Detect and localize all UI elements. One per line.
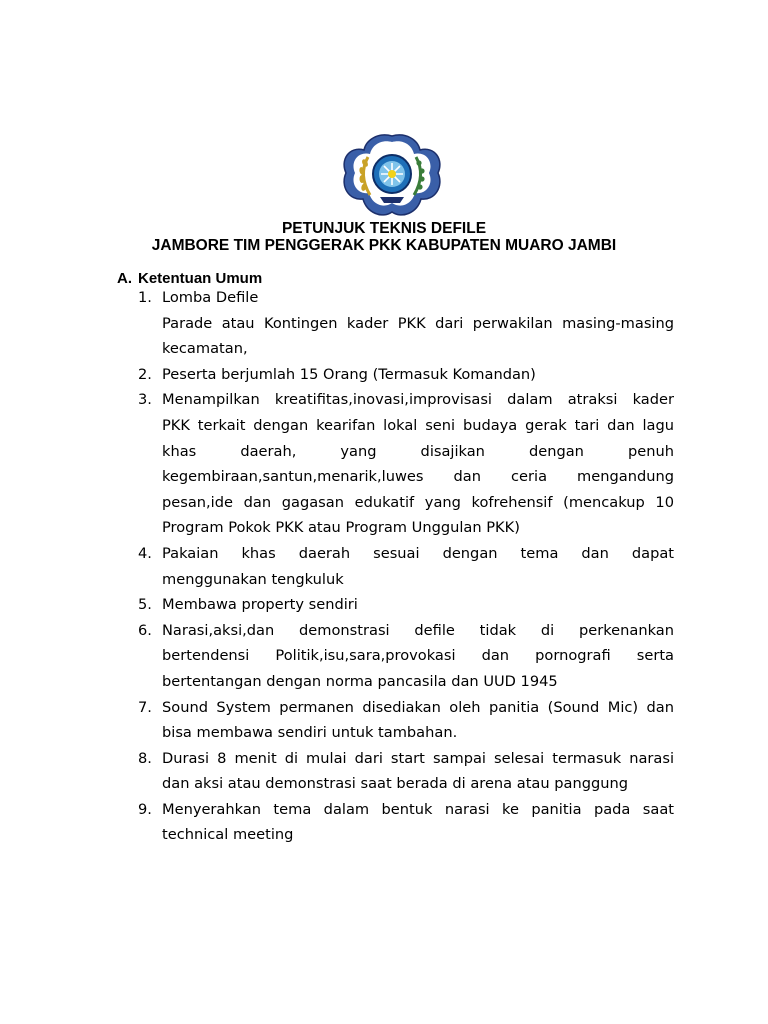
list-item-text-line: Narasi,aksi,dan demonstrasi defile tidak di perkenankan bbox=[162, 621, 674, 639]
list-item bbox=[138, 285, 674, 362]
list-item-text-line: kegembiraan,santun,menarik,luwes dan ceria mengandung bbox=[162, 468, 674, 486]
list-item-text-line: Pakaian khas daerah sesuai dengan tema dan dapat bbox=[162, 544, 674, 562]
list-item-number: 5. bbox=[138, 596, 152, 614]
list-item-text-line: bertendensi Politik,isu,sara,provokasi dan pornografi serta bbox=[162, 647, 674, 665]
list-item bbox=[138, 387, 674, 541]
list-item-text-line: khas daerah, yang disajikan dengan penuh bbox=[162, 442, 674, 460]
section-title: Ketentuan Umum bbox=[138, 270, 263, 287]
list-item-text-line: technical meeting bbox=[162, 826, 294, 844]
document-subtitle: JAMBORE TIM PENGGERAK PKK KABUPATEN MUARO JAMBI bbox=[151, 237, 617, 254]
list-item-number: 1. bbox=[138, 289, 152, 306]
list-item-number: 9. bbox=[138, 800, 152, 818]
list-item-number: 4. bbox=[138, 544, 152, 562]
list-item-text-line: Membawa property sendiri bbox=[162, 596, 358, 614]
list-item bbox=[138, 746, 674, 797]
list-item-text-line: pesan,ide dan gagasan edukatif yang kofrehensif (mencakup 10 bbox=[162, 493, 674, 511]
list-item-text-line: Lomba Defile bbox=[162, 289, 259, 306]
list-item-text-line: PKK terkait dengan kearifan lokal seni budaya gerak tari dan lagu bbox=[162, 416, 674, 434]
list-item bbox=[138, 541, 674, 592]
list-item-text-line: Menampilkan kreatifitas,inovasi,improvisasi dalam atraksi kader bbox=[162, 391, 674, 409]
list-item-text-line: bisa membawa sendiri untuk tambahan. bbox=[162, 724, 458, 742]
list-item-number: 8. bbox=[138, 749, 152, 767]
list-item-number: 6. bbox=[138, 621, 152, 639]
list-item-number: 7. bbox=[138, 698, 152, 716]
list-item bbox=[138, 618, 674, 695]
pkk-logo bbox=[340, 133, 444, 217]
list-item-text-line: Peserta berjumlah 15 Orang (Termasuk Komandan) bbox=[162, 365, 536, 383]
list-item bbox=[138, 695, 674, 746]
document-title-block bbox=[0, 220, 768, 254]
list-item-text-line: Parade atau Kontingen kader PKK dari perwakilan masing-masing bbox=[162, 314, 674, 332]
list-item bbox=[138, 592, 674, 618]
list-item bbox=[138, 362, 674, 388]
list-item-text-line: Durasi 8 menit di mulai dari start sampai selesai termasuk narasi bbox=[162, 749, 674, 767]
list-item-text-line: Sound System permanen disediakan oleh panitia (Sound Mic) dan bbox=[162, 698, 674, 716]
list-item-text-line: menggunakan tengkuluk bbox=[162, 570, 344, 588]
section-letter: A. bbox=[117, 270, 132, 287]
list-item-text-line: Program Pokok PKK atau Program Unggulan PKK) bbox=[162, 519, 520, 537]
document-title: PETUNJUK TEKNIS DEFILE bbox=[281, 220, 487, 237]
rules-list bbox=[138, 285, 674, 848]
list-item-text-line: kecamatan, bbox=[162, 340, 248, 358]
list-item bbox=[138, 797, 674, 848]
list-item-number: 2. bbox=[138, 365, 152, 383]
list-item-text-line: bertentangan dengan norma pancasila dan UUD 1945 bbox=[162, 672, 558, 690]
list-item-number: 3. bbox=[138, 391, 152, 409]
list-item-text-line: dan aksi atau demonstrasi saat berada di arena atau panggung bbox=[162, 775, 628, 793]
list-item-text-line: Menyerahkan tema dalam bentuk narasi ke panitia pada saat bbox=[162, 800, 674, 818]
